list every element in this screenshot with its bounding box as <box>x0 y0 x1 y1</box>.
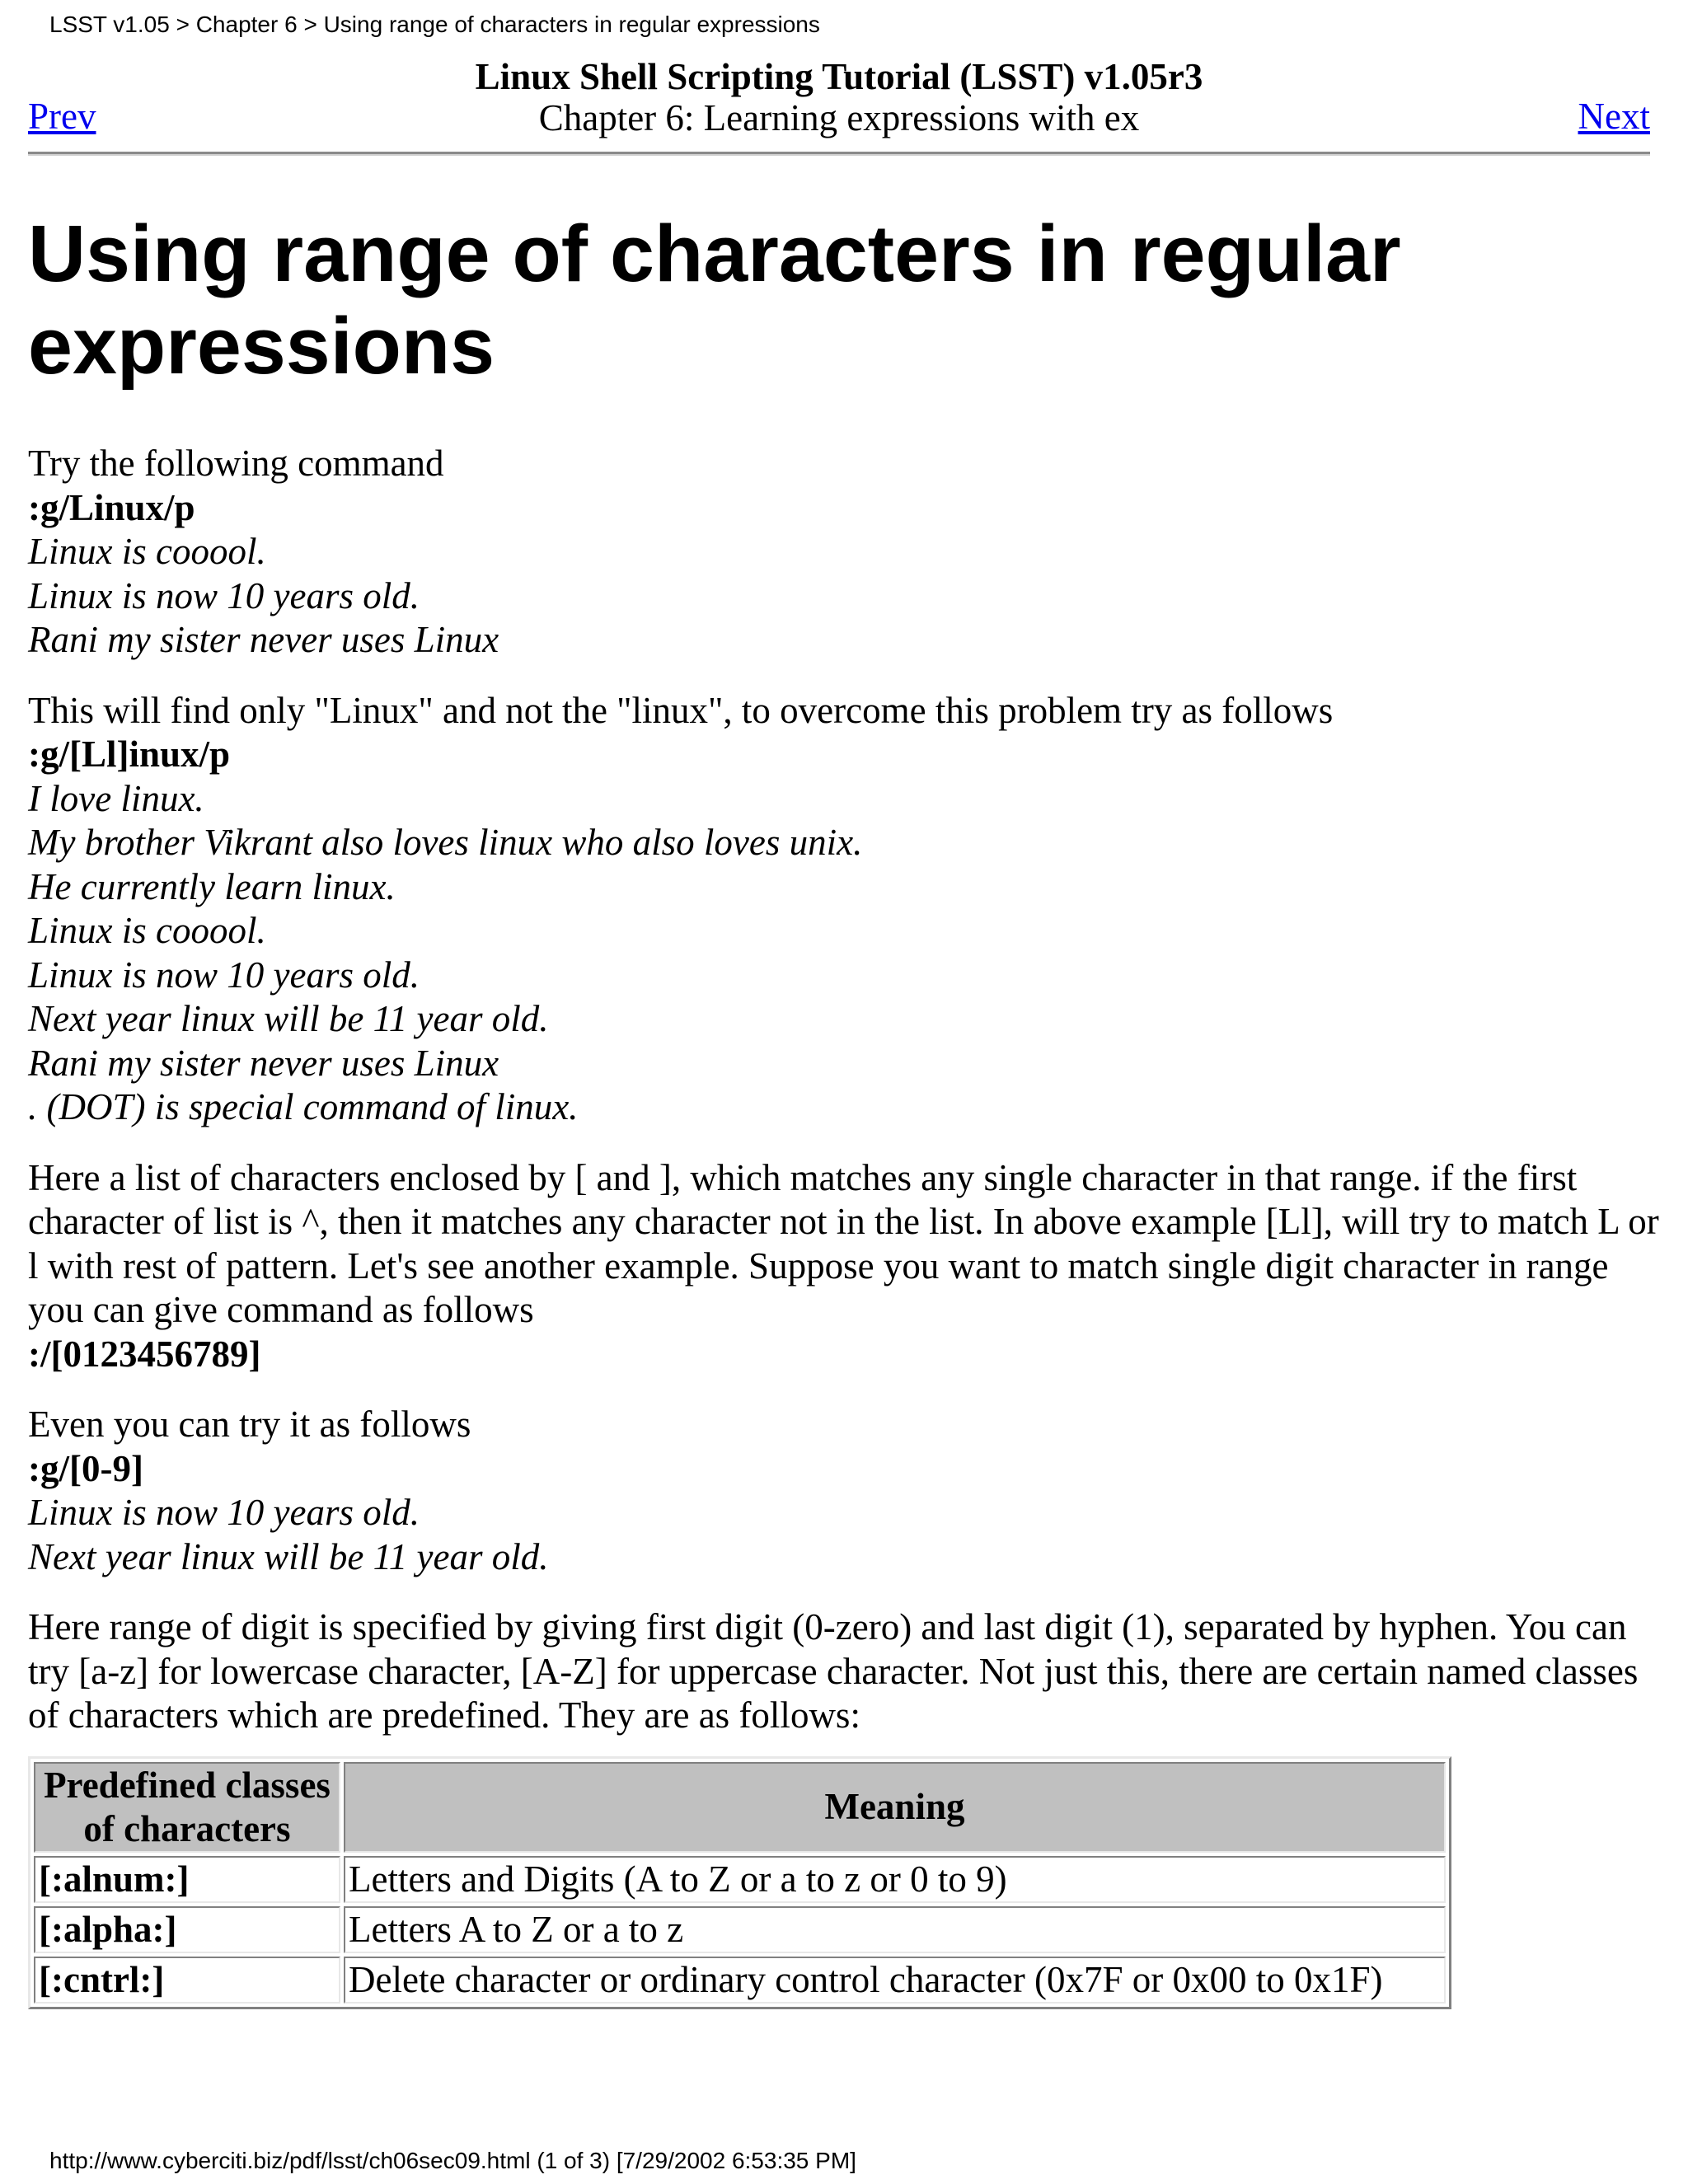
output-line: Linux is now 10 years old. <box>28 1492 420 1533</box>
header-divider <box>28 152 1650 156</box>
table-viewport <box>28 1738 1663 2068</box>
output-line: Rani my sister never uses Linux <box>28 1042 499 1084</box>
page-footer-url: http://www.cyberciti.biz/pdf/lsst/ch06sec09.html (1 of 3) [7/29/2002 6:53:35 PM] <box>49 2148 856 2173</box>
command-text: :g/Linux/p <box>28 486 195 528</box>
example-block-1 <box>28 442 1663 663</box>
explanation-paragraph: Here a list of characters enclosed by [ and ], which matches any single character in that range. if the first character of list is ^, then it matches any character not in the list. In above example [Ll], will try to match L or l with rest of pattern. Let's see another example. Suppose you want to match single digit character in range you can give command as follows <box>28 1156 1659 1330</box>
meaning-cell: Delete character or ordinary control character (0x7F or 0x00 to 0x1F) <box>344 1957 1446 2004</box>
command-text: :g/[0-9] <box>28 1447 143 1489</box>
command-text: :/[0123456789] <box>28 1333 261 1375</box>
class-name-cell: [:alnum:] <box>34 1856 340 1903</box>
output-line: Next year linux will be 11 year old. <box>28 1535 549 1577</box>
chapter-title: Chapter 6: Learning expressions with ex <box>538 97 1140 138</box>
class-name-cell: [:cntrl:] <box>34 1957 340 2004</box>
next-link[interactable]: Next <box>1578 96 1650 137</box>
table-row <box>34 1906 1446 1953</box>
explanation-block-2 <box>28 1605 1663 1738</box>
example-block-3 <box>28 1403 1663 1579</box>
output-line: I love linux. <box>28 777 204 819</box>
nav-titles <box>28 56 1650 138</box>
meaning-cell: Letters A to Z or a to z <box>344 1906 1446 1953</box>
output-line: My brother Vikrant also loves linux who also loves unix. <box>28 822 863 863</box>
table-row <box>34 1957 1446 2004</box>
intro-text: This will find only "Linux" and not the "linux", to overcome this problem try as follows <box>28 689 1334 731</box>
command-text: :g/[Ll]inux/p <box>28 733 231 775</box>
output-line: Linux is now 10 years old. <box>28 954 420 996</box>
table-row <box>34 1856 1446 1903</box>
prev-link[interactable]: Prev <box>28 96 96 137</box>
output-line: He currently learn linux. <box>28 865 396 907</box>
intro-text: Even you can try it as follows <box>28 1404 471 1445</box>
class-name-cell: [:alpha:] <box>34 1906 340 1953</box>
table-header-row <box>34 1762 1446 1853</box>
page-title: Using range of characters in regular expressions <box>28 209 1401 391</box>
document-title: Linux Shell Scripting Tutorial (LSST) v1.05r3 <box>475 56 1203 97</box>
main-content <box>28 208 1663 2068</box>
output-line: Linux is cooool. <box>28 531 266 572</box>
meaning-cell: Letters and Digits (A to Z or a to z or 0 to 9) <box>344 1856 1446 1903</box>
example-block-2 <box>28 689 1663 1130</box>
column-header-class: Predefined classes of characters <box>34 1762 340 1853</box>
page-header-breadcrumb: LSST v1.05 > Chapter 6 > Using range of characters in regular expressions <box>49 12 820 37</box>
column-header-meaning: Meaning <box>344 1762 1446 1853</box>
output-line: Linux is now 10 years old. <box>28 574 420 616</box>
output-line: Next year linux will be 11 year old. <box>28 998 549 1039</box>
explanation-paragraph: Here range of digit is specified by giving first digit (0-zero) and last digit (1), separated by hyphen. You can try [a-z] for lowercase character, [A-Z] for uppercase character. Not just this, there are certain named classes of characters which are predefined. They are as follows: <box>28 1606 1639 1736</box>
output-line: . (DOT) is special command of linux. <box>28 1086 579 1127</box>
output-line: Linux is cooool. <box>28 910 266 951</box>
intro-text: Try the following command <box>28 443 444 484</box>
output-line: Rani my sister never uses Linux <box>28 619 499 660</box>
navigation-header <box>28 56 1650 147</box>
character-classes-table <box>28 1756 1451 2009</box>
explanation-block-1 <box>28 1156 1663 1377</box>
